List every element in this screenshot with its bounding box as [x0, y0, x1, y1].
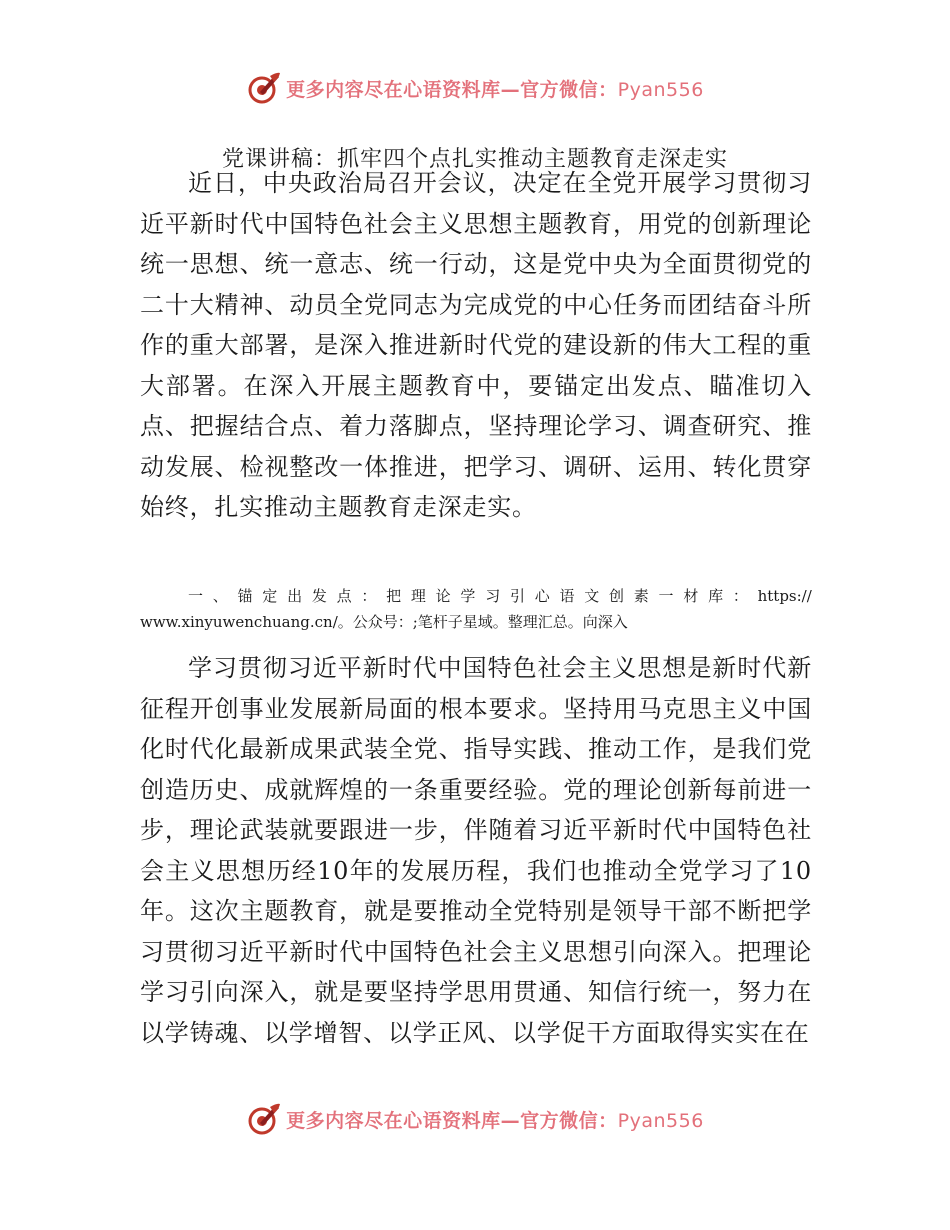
heading-char: 定	[262, 587, 278, 605]
quill-seal-logo-icon	[246, 70, 282, 106]
heading-char: 学	[460, 587, 476, 605]
heading-char: 点	[336, 587, 352, 605]
heading-char: 发	[311, 587, 327, 605]
watermark-banner-top	[0, 66, 950, 110]
watermark-banner-bottom	[0, 1097, 950, 1141]
heading-char: ：	[732, 587, 748, 605]
heading-char: https://	[757, 587, 812, 605]
heading-char: 理	[410, 587, 426, 605]
watermark-text: 更多内容尽在心语资料库—官方微信：Pyan556	[286, 1109, 704, 1132]
wechat-id: Pyan556	[617, 78, 704, 101]
watermark-text: 更多内容尽在心语资料库—官方微信：Pyan556	[286, 78, 704, 101]
heading-char: 材	[683, 587, 699, 605]
section-heading-line1	[140, 583, 812, 609]
heading-char: 素	[633, 587, 649, 605]
section-heading-line2: www.xinyuwenchuang.cn/。公众号：;笔杆子星域。整理汇总。向深入	[140, 613, 628, 631]
heading-char: 创	[609, 587, 625, 605]
heading-char: 习	[485, 587, 501, 605]
heading-char: 论	[435, 587, 451, 605]
wechat-id: Pyan556	[617, 1109, 704, 1132]
heading-char: 把	[386, 587, 402, 605]
paragraph-body: 学习贯彻习近平新时代中国特色社会主义思想是新时代新征程开创事业发展新局面的根本要求。坚持用马克思主义中国化时代化最新成果武装全党、指导实践、推动工作，是我们党创造历史、成就辉煌的一条重要经验。党的理论创新每前进一步，理论武装就要跟进一步，伴随着习近平新时代中国特色社会主义思想历经10年的发展历程，我们也推动全党学习了10年。这次主题教育，就是要推动全党特别是领导干部不断把学习贯彻习近平新时代中国特色社会主义思想引向深入。把理论学习引向深入，就是要坚持学思用贯通、知信行统一，努力在以学铸魂、以学增智、以学正风、以学促干方面取得实实在在	[140, 654, 812, 1047]
heading-char: 语	[559, 587, 575, 605]
heading-char: 文	[584, 587, 600, 605]
heading-char: 一	[658, 587, 674, 605]
heading-char: 锚	[237, 587, 253, 605]
heading-char: ：	[361, 587, 377, 605]
heading-char: 库	[708, 587, 724, 605]
quill-seal-logo-icon	[246, 1101, 282, 1137]
heading-char: 一	[188, 587, 204, 605]
paragraph-intro: 近日，中央政治局召开会议，决定在全党开展学习贯彻习近平新时代中国特色社会主义思想主题教育，用党的创新理论统一思想、统一意志、统一行动，这是党中央为全面贯彻党的二十大精神、动员全党同志为完成党的中心任务而团结奋斗所作的重大部署，是深入推进新时代党的建设新的伟大工程的重大部署。在深入开展主题教育中，要锚定出发点、瞄准切入点、把握结合点、着力落脚点，坚持理论学习、调查研究、推动发展、检视整改一体推进，把学习、调研、运用、转化贯穿始终，扎实推动主题教育走深走实。	[140, 169, 812, 521]
heading-char: 心	[534, 587, 550, 605]
heading-char: 引	[509, 587, 525, 605]
heading-char: 出	[287, 587, 303, 605]
document-title: 党课讲稿：抓牢四个点扎实推动主题教育走深走实	[221, 147, 728, 172]
heading-char: 、	[212, 587, 228, 605]
